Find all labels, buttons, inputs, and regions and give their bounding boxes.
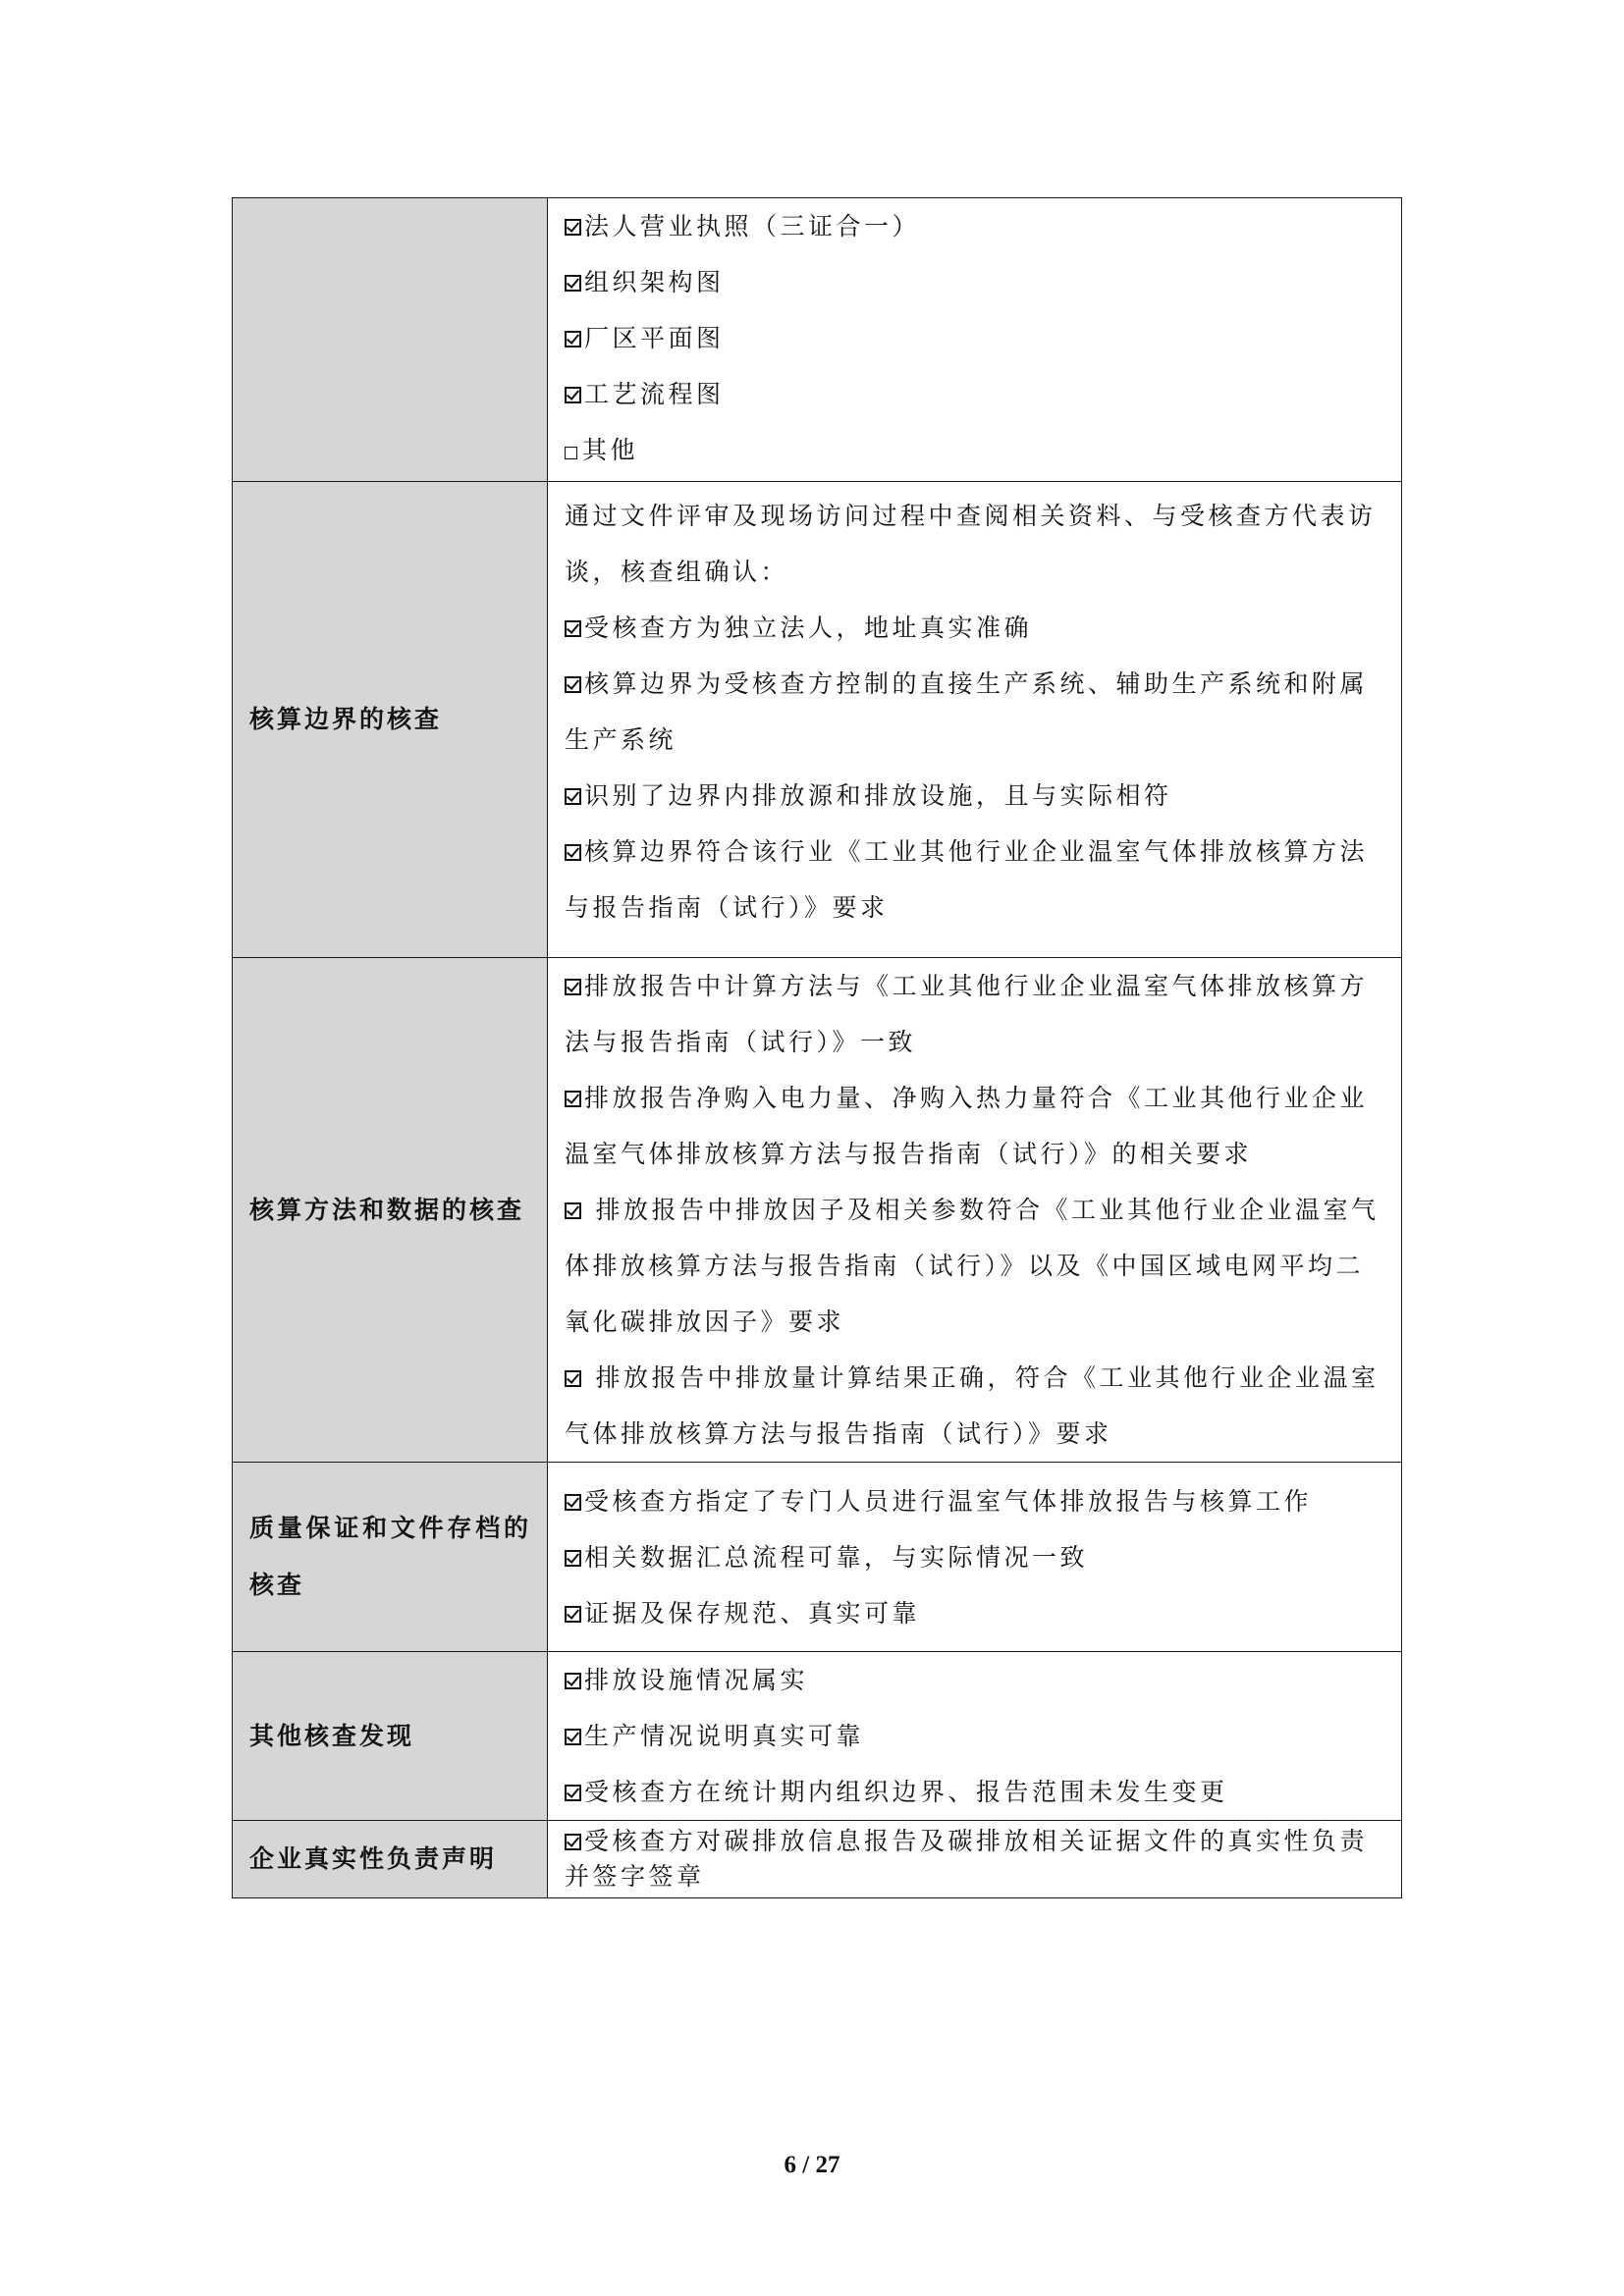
list-item <box>565 1652 1387 1708</box>
item-text: 工艺流程图 <box>584 380 725 408</box>
checked-box-icon <box>565 1606 581 1623</box>
item-text: 受核查方为独立法人，地址真实准确 <box>584 614 1033 642</box>
list-item <box>565 768 1387 824</box>
table-row <box>233 198 1402 482</box>
row-label-cell <box>233 198 548 482</box>
item-text: 证据及保存规范、真实可靠 <box>584 1598 921 1628</box>
row-label-cell <box>233 1652 548 1821</box>
list-item <box>565 1585 1387 1641</box>
empty-box-icon <box>565 447 577 459</box>
checked-box-icon <box>565 1091 581 1107</box>
row-label-cell <box>233 958 548 1463</box>
item-text: 受核查方在统计期内组织边界、报告范围未发生变更 <box>584 1778 1228 1806</box>
list-item <box>565 1824 1387 1895</box>
checked-box-icon <box>565 1673 581 1689</box>
row-label: 核算边界的核查 <box>249 705 443 733</box>
row-label-cell <box>233 482 548 958</box>
table-row <box>233 1652 1402 1821</box>
checked-box-icon <box>565 1370 581 1387</box>
item-text: 厂区平面图 <box>584 324 725 352</box>
intro-text: 通过文件评审及现场访问过程中查阅相关资料、与受核查方代表访谈，核查组确认： <box>565 502 1377 586</box>
checked-box-icon <box>565 979 581 995</box>
row-content-cell <box>548 482 1402 958</box>
checked-box-icon <box>565 620 581 637</box>
list-item <box>565 422 1387 478</box>
item-text: 排放报告净购入电力量、净购入热力量符合《工业其他行业企业温室气体排放核算方法与报告指南（试行）》的相关要求 <box>565 1084 1369 1168</box>
list-item <box>565 958 1387 1070</box>
table-row <box>233 1821 1402 1898</box>
list-item <box>565 656 1387 768</box>
checked-box-icon <box>565 1494 581 1511</box>
row-content-cell <box>548 198 1402 482</box>
item-text: 排放报告中排放量计算结果正确，符合《工业其他行业企业温室气体排放核算方法与报告指南（试行）》要求 <box>565 1363 1380 1448</box>
checked-box-icon <box>565 331 581 347</box>
table-row <box>233 482 1402 958</box>
row-label-cell <box>233 1821 548 1898</box>
row-content-cell <box>548 958 1402 1463</box>
page-number: 6 / 27 <box>784 2152 840 2178</box>
item-text: 相关数据汇总流程可靠，与实际情况一致 <box>584 1542 1089 1572</box>
item-text: 识别了边界内排放源和排放设施，且与实际相符 <box>584 781 1172 810</box>
list-item <box>565 600 1387 656</box>
list-item <box>565 1529 1387 1585</box>
row-content-cell <box>548 1652 1402 1821</box>
item-text: 生产情况说明真实可靠 <box>584 1722 865 1750</box>
list-item <box>565 254 1387 310</box>
item-text: 排放报告中计算方法与《工业其他行业企业温室气体排放核算方法与报告指南（试行）》一致 <box>565 972 1369 1056</box>
item-text: 法人营业执照（三证合一） <box>584 212 921 240</box>
checked-box-icon <box>565 788 581 805</box>
row-label: 质量保证和文件存档的核查 <box>249 1514 531 1599</box>
row-label: 核算方法和数据的核查 <box>249 1195 525 1224</box>
item-text: 其他 <box>582 436 639 464</box>
item-text: 组织架构图 <box>584 268 725 296</box>
item-text: 核算边界为受核查方控制的直接生产系统、辅助生产系统和附属生产系统 <box>565 669 1369 754</box>
item-text: 排放报告中排放因子及相关参数符合《工业其他行业企业温室气体排放核算方法与报告指南（试行）》以及《中国区域电网平均二氧化碳排放因子》要求 <box>565 1196 1380 1336</box>
checked-box-icon <box>565 844 581 861</box>
list-item <box>565 198 1387 254</box>
row-label: 其他核查发现 <box>249 1721 415 1750</box>
checked-box-icon <box>565 1202 581 1219</box>
row-label: 企业真实性负责声明 <box>249 1844 498 1873</box>
list-item <box>565 1182 1387 1350</box>
checked-box-icon <box>565 387 581 403</box>
list-item <box>565 1473 1387 1529</box>
item-text: 受核查方对碳排放信息报告及碳排放相关证据文件的真实性负责并签字签章 <box>565 1827 1369 1891</box>
list-item <box>565 366 1387 422</box>
list-item <box>565 1708 1387 1764</box>
item-text: 核算边界符合该行业《工业其他行业企业温室气体排放核算方法与报告指南（试行）》要求 <box>565 837 1369 922</box>
checked-box-icon <box>565 275 581 292</box>
row-content-cell <box>548 1821 1402 1898</box>
checked-box-icon <box>565 219 581 236</box>
table-row <box>233 1463 1402 1652</box>
row-content-cell <box>548 1463 1402 1652</box>
verification-table <box>232 197 1402 1898</box>
list-item <box>565 1764 1387 1820</box>
checked-box-icon <box>565 1785 581 1801</box>
item-text: 受核查方指定了专门人员进行温室气体排放报告与核算工作 <box>584 1486 1313 1516</box>
row-label-cell <box>233 1463 548 1652</box>
list-item <box>565 824 1387 935</box>
list-item <box>565 310 1387 366</box>
checked-box-icon <box>565 1834 581 1850</box>
list-item <box>565 1350 1387 1462</box>
table-row <box>233 958 1402 1463</box>
checked-box-icon <box>565 1729 581 1745</box>
list-item <box>565 1070 1387 1182</box>
item-text: 排放设施情况属实 <box>584 1666 809 1694</box>
checked-box-icon <box>565 1550 581 1567</box>
checked-box-icon <box>565 676 581 693</box>
